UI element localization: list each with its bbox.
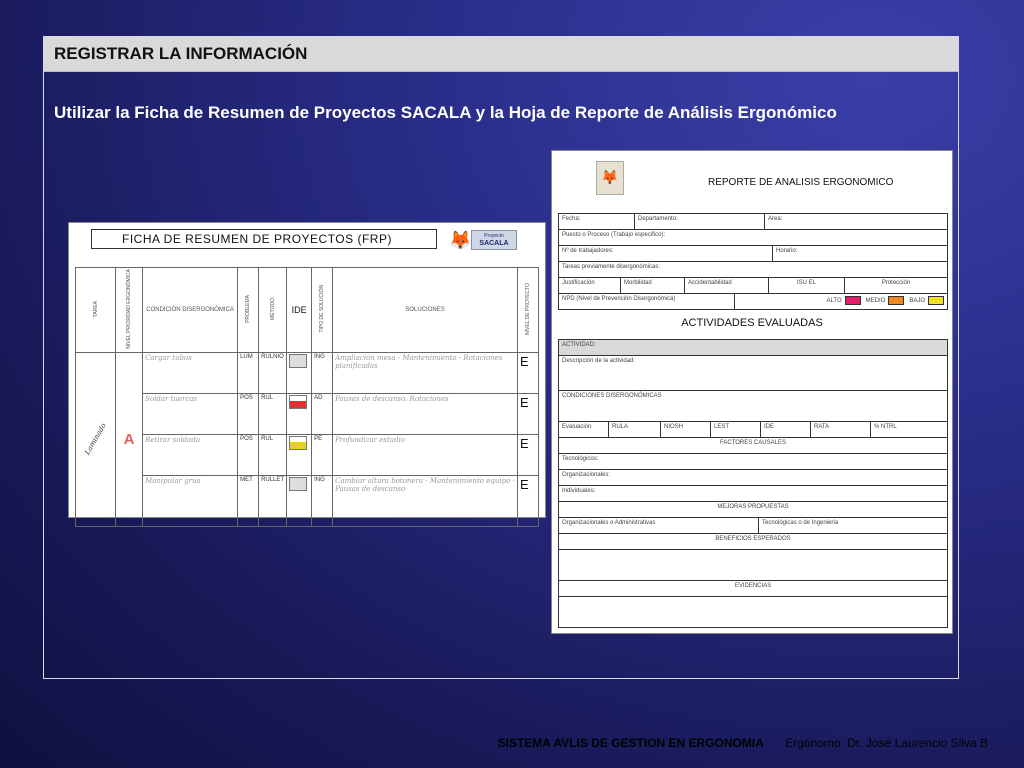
row-method: RULLET bbox=[259, 475, 287, 526]
row-problem: LUM bbox=[238, 352, 259, 393]
row-problem: POS bbox=[238, 393, 259, 434]
row-condition: Soldar tuercas bbox=[145, 394, 198, 403]
eval-label: Evaluación bbox=[559, 422, 609, 437]
worker-picture-icon bbox=[289, 395, 307, 409]
field-tecnologicos: Tecnológicos: bbox=[562, 456, 599, 462]
sacala-badge bbox=[471, 230, 517, 250]
field-isu: ISU EL bbox=[769, 278, 845, 293]
field-organizacionales: Organizacionales: bbox=[562, 472, 611, 478]
field-tec-ing: Tecnológicas o de Ingeniería bbox=[762, 520, 839, 526]
row-type: AD bbox=[312, 393, 333, 434]
field-npd: NPD (Nivel de Prevención Disergonómica) bbox=[559, 294, 735, 309]
row-solution: Ampliación mesa - Mantenimiento - Rotaciones planificadas bbox=[335, 353, 503, 370]
col-tarea: TAREA bbox=[92, 300, 99, 317]
field-proteccion: Protección bbox=[881, 280, 911, 286]
frp-title: FICHA DE RESUMEN DE PROYECTOS (FRP) bbox=[91, 229, 437, 249]
eval-niosh: NIOSH bbox=[661, 422, 711, 437]
mascot-icon: 🦊 bbox=[596, 161, 624, 195]
row-solution: Pausas de descanso. Rotaciones bbox=[335, 394, 449, 403]
report-header-form bbox=[558, 213, 948, 310]
col-nivel-proyecto: NIVEL DE PROYECTO bbox=[525, 282, 531, 335]
field-fecha: Fecha: bbox=[559, 214, 635, 229]
activities-title: ACTIVIDADES EVALUADAS bbox=[681, 317, 823, 329]
priority-level: A bbox=[123, 430, 135, 448]
eval-ntrl: % NTRL bbox=[874, 424, 897, 430]
field-org-admin: Organizacionales o Administrativas bbox=[559, 518, 759, 533]
eval-rula: RULA bbox=[609, 422, 661, 437]
col-ide: IDE bbox=[291, 304, 307, 315]
mascot-icon: 🦊 bbox=[449, 230, 472, 250]
eval-rata: RATA bbox=[811, 422, 871, 437]
worker-picture-icon bbox=[289, 436, 307, 450]
instruction-text: Utilizar la Ficha de Resumen de Proyectos SACALA y la Hoja de Reporte de Análisis Ergonómico bbox=[54, 103, 837, 122]
row-level: E bbox=[520, 394, 529, 410]
row-method: RUL bbox=[259, 434, 287, 475]
field-puesto: Puesto o Proceso (Trabajo especifico): bbox=[562, 232, 666, 238]
col-soluciones: SOLUCIONES bbox=[405, 306, 445, 313]
field-accidentabilidad: Accidentabilidad bbox=[685, 278, 769, 293]
row-problem: POS bbox=[238, 434, 259, 475]
col-condicion: CONDICIÓN DISERGONÓMICA bbox=[146, 306, 234, 313]
row-condition: Manipular grua bbox=[145, 476, 201, 485]
worker-picture-icon bbox=[289, 354, 307, 368]
alto-swatch bbox=[845, 296, 861, 305]
bajo-swatch bbox=[928, 296, 944, 305]
level-bajo: BAJO bbox=[909, 298, 925, 305]
field-actividad: ACTIVIDAD: bbox=[559, 340, 947, 355]
table-row bbox=[76, 352, 539, 393]
eval-ide: IDE bbox=[761, 422, 811, 437]
table-row bbox=[76, 393, 539, 434]
worker-picture-icon bbox=[289, 477, 307, 491]
field-condiciones: CONDICIONES DISERGONÓMICAS bbox=[562, 393, 662, 399]
col-tipo: TIPO DE SOLUCIÓN bbox=[319, 285, 326, 333]
row-level: E bbox=[520, 435, 529, 451]
row-method: RUL bbox=[259, 393, 287, 434]
mejoras-title: MEJORAS PROPUESTAS bbox=[717, 504, 789, 510]
row-solution: Cambiar altura botonera - Mantenimiento equipo - Pausas de descanso bbox=[335, 476, 515, 493]
task-name: Laminado bbox=[83, 421, 108, 457]
row-level: E bbox=[520, 353, 529, 369]
row-condition: Cargar tubos bbox=[145, 353, 192, 362]
row-solution: Profundizar estudio bbox=[335, 435, 406, 444]
medio-swatch bbox=[888, 296, 904, 305]
row-problem: MET bbox=[238, 475, 259, 526]
field-trabajadores: Nº de trabajadores: bbox=[559, 246, 773, 261]
col-nivel: NIVEL PRIORIDAD ERGONÓMICA bbox=[126, 269, 133, 349]
row-type: PE bbox=[312, 434, 333, 475]
row-condition: Retirar soldado bbox=[145, 435, 201, 444]
row-type: ING bbox=[312, 475, 333, 526]
frp-sheet bbox=[68, 222, 546, 518]
field-descripcion: Descripción de la actividad: bbox=[562, 358, 636, 364]
beneficios-title: BENEFICIOS ESPERADOS bbox=[715, 536, 791, 542]
slide-header: REGISTRAR LA INFORMACIÓN bbox=[44, 37, 958, 72]
field-justificacion: Justificación bbox=[559, 278, 621, 293]
field-departamento: Departamento: bbox=[635, 214, 765, 229]
field-area: Area: bbox=[768, 216, 783, 222]
table-row bbox=[76, 434, 539, 475]
field-tareas: Tareas previamente disergonómicas: bbox=[562, 264, 661, 270]
col-problema: PROBLEMA bbox=[245, 294, 252, 323]
eval-lest: LEST bbox=[711, 422, 761, 437]
footer-author: Ergónomo: Dr. José Laurencio Silva B bbox=[785, 736, 988, 750]
beneficios-area bbox=[559, 550, 947, 580]
col-metodo: MÉTODO bbox=[269, 297, 276, 320]
table-row bbox=[76, 475, 539, 526]
logo-label: Proyecto bbox=[484, 233, 504, 239]
evidencias-title: EVIDENCIAS bbox=[734, 583, 772, 589]
row-type: ING bbox=[312, 352, 333, 393]
row-level: E bbox=[520, 476, 529, 492]
field-individuales: Individuales: bbox=[562, 488, 596, 494]
footer bbox=[498, 736, 988, 750]
footer-system: SISTEMA AVLIS DE GESTION EN ERGONOMIA bbox=[497, 736, 764, 750]
activities-form bbox=[558, 339, 948, 628]
factores-title: FACTORES CAUSALES bbox=[720, 440, 786, 446]
level-alto: ALTO bbox=[826, 298, 842, 305]
logo-name: SACALA bbox=[479, 240, 509, 247]
report-sheet bbox=[551, 150, 953, 634]
field-morbilidad: Morbilidad bbox=[621, 278, 685, 293]
field-horario: Horario: bbox=[776, 248, 798, 254]
frp-table bbox=[75, 267, 539, 527]
level-medio: MEDIO bbox=[865, 298, 886, 305]
report-title: REPORTE DE ANALISIS ERGONOMICO bbox=[708, 177, 894, 188]
evidencias-area bbox=[559, 597, 947, 627]
sacala-logo bbox=[449, 228, 521, 256]
row-method: RULNIO bbox=[259, 352, 287, 393]
